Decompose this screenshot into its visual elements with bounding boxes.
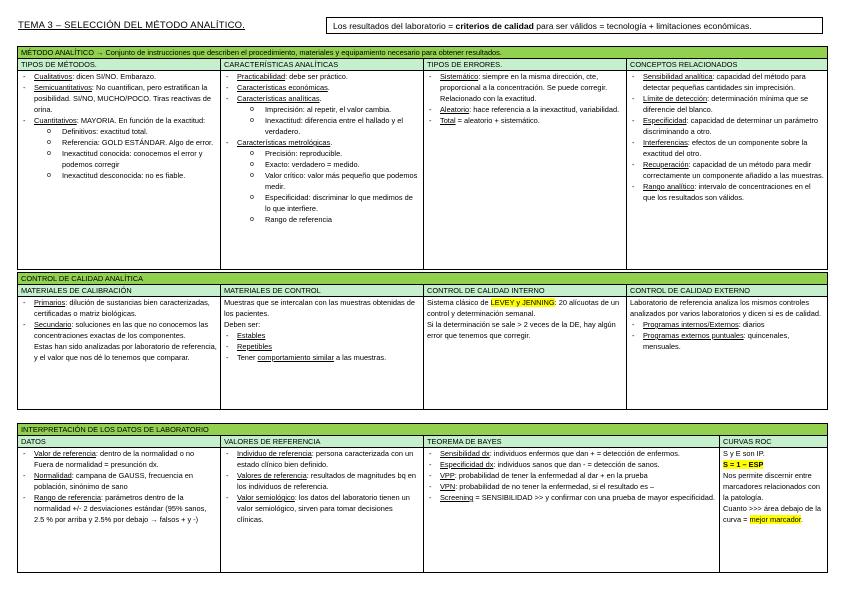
paragraph: S = 1 – ESP [723, 460, 764, 469]
list-item: - Normalidad: campana de GAUSS, frecuencia en población, sinónimo de sano [21, 470, 217, 492]
paragraph: Nos permite discernir entre marcadores relacionados con la patología. [723, 471, 820, 502]
list-item: - Estables [224, 330, 420, 341]
paragraph: Si la determinación se sale > 2 veces de la DE, hay algún error que tenemos que corregir. [427, 320, 616, 340]
curvas-roc-cell [720, 448, 828, 573]
paragraph: Muestras que se intercalan con las muestras obtenidas de los pacientes. [224, 298, 416, 318]
list-item: - Repetibles [224, 341, 420, 352]
list-item: - Programas externos puntuales: quincenales, mensuales. [630, 330, 824, 352]
column-header: MATERIALES DE CONTROL [221, 285, 424, 297]
conceptos-cell [627, 71, 828, 270]
materiales-control-cell [221, 297, 424, 410]
paragraph: Sistema clásico de LEVEY y JENNING: 20 alícuotas de un control y determinación semanal. [427, 298, 620, 318]
list-item: - Screening = SENSIBILIDAD >> y confirmar con una prueba de mayor especificidad. [427, 492, 716, 503]
section-header: INTERPRETACIÓN DE LOS DATOS DE LABORATORIO [18, 424, 828, 436]
list-item: - Aleatorio: hace referencia a la inexactitud, variabilidad. [427, 104, 623, 115]
list-item: - Primarios: dilución de sustancias bien caracterizadas, certificadas o matriz biológicas. [21, 297, 217, 319]
list-note: Estas han sido analizadas por laboratorio de referencia, y el valor que nos dé lo tenemos que comparar. [34, 342, 217, 362]
list-item: - VPN: probabilidad de no tener la enfermedad, si el resultado es – [427, 481, 716, 492]
list-item: - Programas internos/Externos: diarios [630, 319, 824, 330]
list-item: - Cuantitativos: MAYORIA. En función de la exactitud: o Definitivos: exactitud total. o Referencia: GOLD ESTÁNDAR. Algo de error. o Inexactitud conocida: conocemos el error y podemos corregir o Inexactitud desconocida: no es fiable. [21, 115, 217, 181]
list-item: - Especificidad: capacidad de determinar un parámetro discriminando a otro. [630, 115, 824, 137]
sub-item: o Rango de referencia [247, 214, 420, 225]
column-header: CONTROL DE CALIDAD EXTERNO [627, 285, 828, 297]
summary-bold: criterios de calidad [455, 21, 534, 31]
list-item: - Secundario: soluciones en las que no conocemos las concentraciones exactas de los componentes. [21, 319, 217, 341]
tipos-metodos-cell [18, 71, 221, 270]
paragraph: Cuanto >>> área debajo de la curva = mejor marcador. [723, 504, 822, 524]
sub-item: o Inexactitud desconocida: no es fiable. [44, 170, 217, 181]
sub-item: o Imprecisión: al repetir, el valor cambia. [247, 104, 420, 115]
list-item: - Cualitativos: dicen SI/NO. Embarazo. [21, 71, 217, 82]
section-metodo-analitico [17, 46, 828, 270]
list-item: - Sensibilidad analítica: capacidad del método para detectar pequeñas cantidades sin imprecisión. [630, 71, 824, 93]
paragraph: Deben ser: [224, 320, 261, 329]
list-item: - Practicabilidad: debe ser práctico. [224, 71, 420, 82]
list-note: Fuera de normalidad = presunción dx. [34, 460, 159, 469]
calibracion-cell [18, 297, 221, 410]
datos-cell [18, 448, 221, 573]
list-item: - Especificidad dx: individuos sanos que dan - = detección de sanos. [427, 459, 716, 470]
list-item: - Total = aleatorio + sistemático. [427, 115, 623, 126]
sub-item: o Definitivos: exactitud total. [44, 126, 217, 137]
list-item: - Rango de referencia: parámetros dentro de la normalidad +/- 2 desviaciones estándar (95% sanos, 2.5 % por arriba y 2.5% por debajo → falsos + y -) [21, 492, 217, 525]
list-item: - Valor semiológico: los datos del laboratorio tienen un valor semiológico, sirven para tomar decisiones clínicas. [224, 492, 420, 525]
column-header: CONTROL DE CALIDAD INTERNO [424, 285, 627, 297]
section-interpretacion [17, 423, 828, 573]
valores-referencia-cell [221, 448, 424, 573]
tipos-errores-cell [424, 71, 627, 270]
caracteristicas-cell [221, 71, 424, 270]
column-header: CURVAS ROC [720, 436, 828, 448]
bayes-cell [424, 448, 720, 573]
list-item: - Valores de referencia: resultados de magnitudes bq en los individuos de referencia. [224, 470, 420, 492]
column-header: VALORES DE REFERENCIA [221, 436, 424, 448]
summary-text: Los resultados del laboratorio = [333, 21, 456, 31]
sub-item: o Especificidad: discriminar lo que medimos de lo que interfiere. [247, 192, 420, 214]
list-item: - VPP: probabilidad de tener la enfermedad al dar + en la prueba [427, 470, 716, 481]
sub-item: o Inexactitud: diferencia entre el hallado y el verdadero. [247, 115, 420, 137]
sub-item: o Precisión: reproducible. [247, 148, 420, 159]
list-item: - Límite de detección: determinación mínima que se diferencie del blanco. [630, 93, 824, 115]
column-header: CARACTERÍSTICAS ANALÍTICAS [221, 59, 424, 71]
column-header: CONCEPTOS RELACIONADOS [627, 59, 828, 71]
column-header: TIPOS DE MÉTODOS. [18, 59, 221, 71]
list-item: - Interferencias: efectos de un componente sobre la exactitud del otro. [630, 137, 824, 159]
list-item: - Semicuantitativos: No cuantifican, pero estratifican la posibilidad. SI/NO, MUCHO/POCO. Tiras reactivas de orina. [21, 82, 217, 115]
list-item: - Sensibilidad dx: individuos enfermos que dan + = detección de enfermos. [427, 448, 716, 459]
page-title: TEMA 3 – SELECCIÓN DEL MÉTODO ANALÍTICO. [18, 20, 246, 31]
paragraph: Laboratorio de referencia analiza los mismos controles analizados por varios laboratorios y dicen si es de calidad. [630, 298, 822, 318]
column-header: TIPOS DE ERRORES. [424, 59, 627, 71]
section-control-calidad [17, 272, 828, 410]
list-item: - Características económicas. [224, 82, 420, 93]
list-item: - Recuperación: capacidad de un método para medir correctamente un componente añadido a las muestras. [630, 159, 824, 181]
column-header: MATERIALES DE CALIBRACIÓN [18, 285, 221, 297]
control-interno-cell [424, 297, 627, 410]
section-header: MÉTODO ANALÍTICO → Conjunto de instrucciones que describen el procedimiento, materiales y equipamiento necesario para obtener resultados. [18, 47, 828, 59]
sub-item: o Referencia: GOLD ESTÁNDAR. Algo de error. [44, 137, 217, 148]
list-item: - Tener comportamiento similar a las muestras. [224, 352, 420, 363]
list-item: - Rango analítico: intervalo de concentraciones en el que los resultados son válidos. [630, 181, 824, 203]
list-item: - Sistemático: siempre en la misma dirección, cte, proporcional a la concentración. Se puede corregir. Relacionado con la exactitud. [427, 71, 623, 104]
section-header: CONTROL DE CALIDAD ANALÍTICA [18, 273, 828, 285]
column-header: DATOS [18, 436, 221, 448]
list-item: - Valor de referencia: dentro de la normalidad o no [21, 448, 217, 459]
column-header: TEOREMA DE BAYES [424, 436, 720, 448]
list-item: - Características analíticas. o Imprecisión: al repetir, el valor cambia. o Inexactitud: diferencia entre el hallado y el verdadero. [224, 93, 420, 137]
sub-item: o Exacto: verdadero = medido. [247, 159, 420, 170]
sub-item: o Valor crítico: valor más pequeño que podemos medir. [247, 170, 420, 192]
sub-item: o Inexactitud conocida: conocemos el error y podemos corregir [44, 148, 217, 170]
list-item: - Individuo de referencia: persona caracterizada con un estado clínico bien definido. [224, 448, 420, 470]
list-item: - Características metrológicas. o Precisión: reproducible. o Exacto: verdadero = medido. o Valor crítico: valor más pequeño que podemos medir. o Especificidad: discriminar lo que medimos de lo que interfiere. o Rango de referencia [224, 137, 420, 225]
paragraph: S y E son IP. [723, 449, 765, 458]
summary-text-end: para ser válidos = tecnología + limitaciones económicas. [533, 21, 752, 31]
control-externo-cell [627, 297, 828, 410]
summary-box [326, 17, 823, 34]
